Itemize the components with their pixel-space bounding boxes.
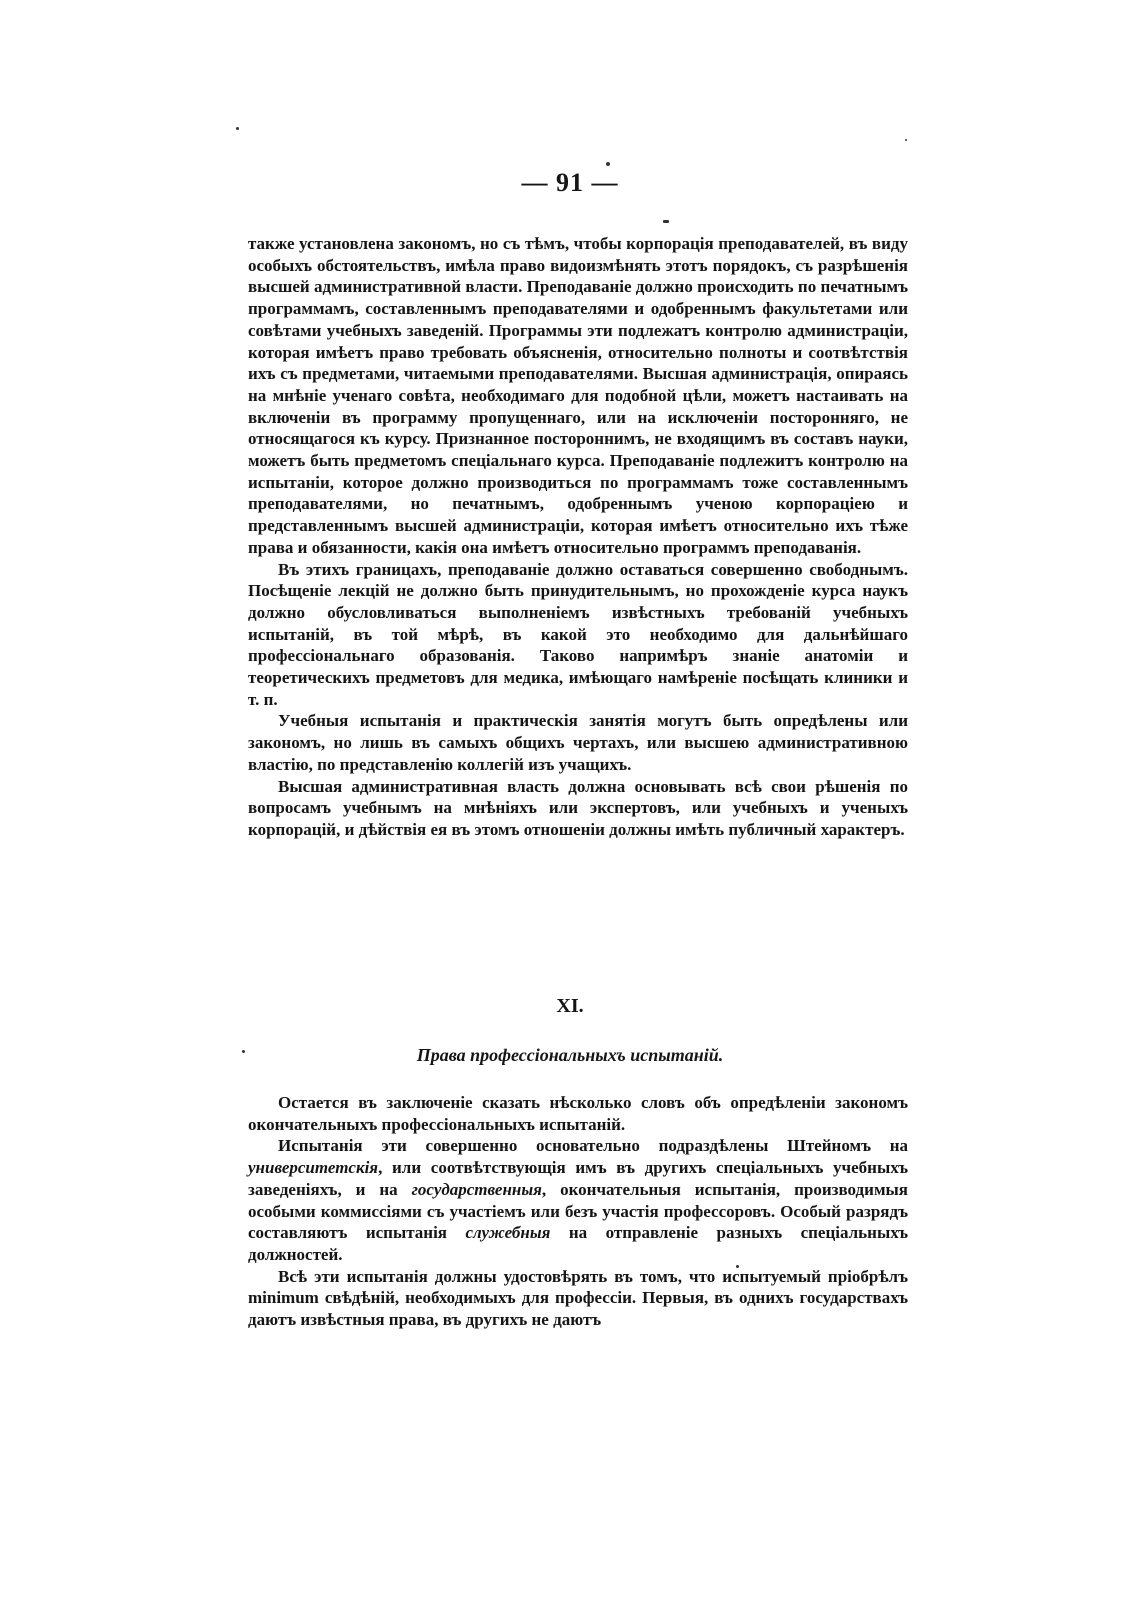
section-text bbox=[248, 1092, 908, 1331]
emphasis: служебныя bbox=[465, 1223, 551, 1243]
paragraph: Высшая административная власть должна основывать всѣ свои рѣшенія по вопросамъ учебнымъ на мнѣніяхъ или экспертовъ, или учебныхъ и ученыхъ корпорацій, и дѣйствія ея въ этомъ отношеніи должны имѣть публичный характеръ. bbox=[248, 776, 908, 839]
section-number: XI. bbox=[556, 995, 584, 1017]
paragraph: Учебныя испытанія и практическія занятія могутъ быть опредѣлены или закономъ, но лишь въ самыхъ общихъ чертахъ, или высшею административною властію, по представленію коллегій изъ учащихъ. bbox=[248, 711, 908, 774]
section-title: Права профессіональныхъ испытаній. bbox=[416, 1045, 724, 1065]
emphasis: государственныя bbox=[411, 1179, 542, 1199]
paragraph: Въ этихъ границахъ, преподаваніе должно оставаться совершенно свободнымъ. Посѣщеніе лекцій не должно быть принудительнымъ, но прохожденіе курса наукъ должно обусловливаться выполненіемъ извѣстныхъ требованій учебныхъ испытаній, въ той мѣрѣ, въ какой это необходимо для дальнѣйшаго профессіональнаго образованія. Таково напримѣръ знаніе анатоміи и теоретическихъ предметовъ для медика, имѣющаго намѣреніе посѣщать клиники и т. п. bbox=[248, 559, 908, 709]
text-run: , или соотвѣтствующія имъ въ другихъ спеціальныхъ учебныхъ заведеніяхъ, и на bbox=[248, 1158, 908, 1199]
scan-speck bbox=[663, 220, 669, 223]
text-run: на отправленіе разныхъ спеціальныхъ должностей. bbox=[248, 1223, 908, 1264]
paragraph: Всѣ эти испытанія должны удостовѣрять въ томъ, что испытуемый пріобрѣлъ minimum свѣдѣній, необходимыхъ для профессіи. Первыя, въ одниxъ государствахъ даютъ извѣстныя права, въ другихъ не даютъ bbox=[248, 1266, 908, 1330]
scan-speck bbox=[606, 162, 610, 166]
text-run: , окончательныя испытанія, производимыя особыми коммиссіями съ участіемъ или безъ участія профессоровъ. Особый разрядъ составляютъ испытанія bbox=[248, 1179, 908, 1243]
text-run: Испытанія эти совершенно основательно подраздѣлены Штейномъ на bbox=[278, 1136, 908, 1156]
paragraph: Остается въ заключеніе сказать нѣсколько словъ объ опредѣленіи закономъ окончательныхъ профессіональныхъ испытаній. bbox=[248, 1093, 908, 1134]
main-text bbox=[248, 233, 908, 841]
emphasis: университетскія bbox=[248, 1158, 379, 1178]
scan-speck bbox=[905, 139, 907, 141]
page-number: — 91 — bbox=[521, 168, 619, 197]
scan-speck bbox=[236, 127, 239, 130]
paragraph: также установлена закономъ, но съ тѣмъ, чтобы корпорація преподавателей, въ виду особыхъ обстоятельствъ, имѣла право видоизмѣнять этотъ порядокъ, съ разрѣшенія высшей административной власти. Преподаваніе должно происходить по печатнымъ программамъ, составленнымъ преподавателями и одобреннымъ факультетами или совѣтами учебныхъ заведеній. Программы эти подлежатъ контролю администраціи, которая имѣетъ право требовать объясненія, относительно полноты и соотвѣтствія ихъ съ предметами, читаемыми преподавателями. Высшая администрація, опираясь на мнѣніе ученаго совѣта, необходимаго для подобной цѣли, можетъ настаивать на включеніи въ программу пропущеннаго, или на исключеніи посторонняго, не относящагося къ курсу. Признанное постороннимъ, не входящимъ въ составъ науки, можетъ быть предметомъ спеціальнаго курса. Преподаваніе подлежитъ контролю на испытаніи, которое должно производиться по программамъ тоже составленнымъ преподавателями, но печатнымъ, одобреннымъ ученою корпораціею и представленнымъ высшей администраціи, которая имѣетъ относительно ихъ тѣже права и обязанности, какія она имѣетъ относительно программъ преподаванія. bbox=[248, 234, 908, 557]
paragraph bbox=[248, 1135, 908, 1265]
